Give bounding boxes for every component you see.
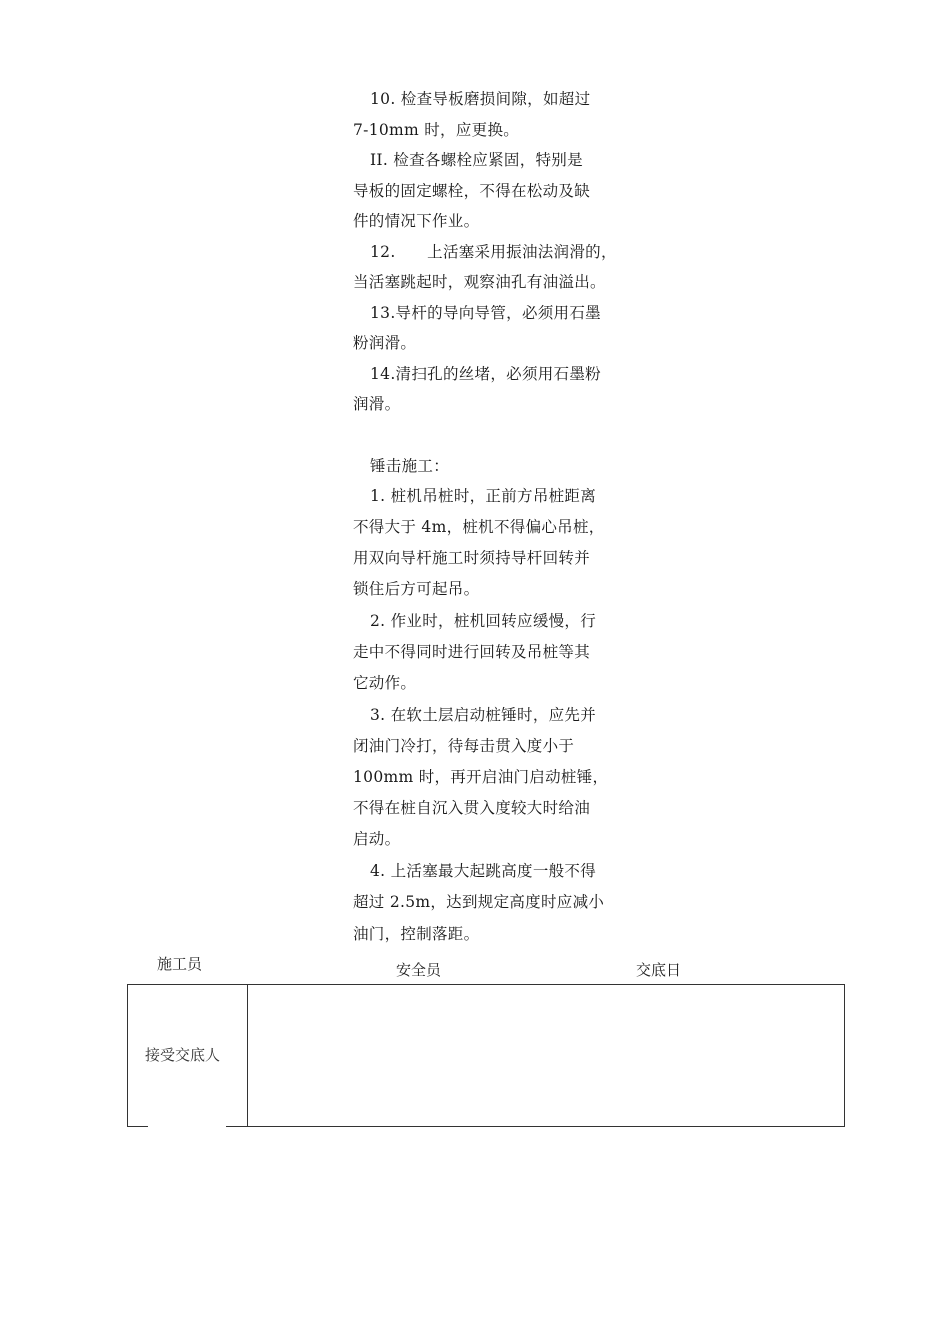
text-line: 3. 在软土层启动桩锤时，应先并 bbox=[370, 706, 597, 724]
briefing-date-label: 交底日 bbox=[636, 961, 682, 979]
text-line: 不得在桩自沉入贯入度较大时给油 bbox=[353, 799, 591, 817]
text-line: 1. 桩机吊桩时，正前方吊桩距离 bbox=[370, 487, 597, 505]
receiver-signature-field[interactable] bbox=[248, 985, 844, 1126]
border-gap bbox=[148, 1124, 226, 1128]
text-line: 当活塞跳起时，观察油孔有油溢出。 bbox=[353, 273, 606, 291]
text-line: 它动作。 bbox=[353, 674, 417, 692]
construction-worker-label: 施工员 bbox=[157, 955, 203, 973]
text-line: 7-10mm 时，应更换。 bbox=[353, 121, 520, 139]
text-line: 粉润滑。 bbox=[353, 334, 417, 352]
text-line: 润滑。 bbox=[353, 395, 401, 413]
text-line: 用双向导杆施工时须持导杆回转并 bbox=[353, 549, 591, 567]
text-line: II. 检查各螺栓应紧固，特别是 bbox=[370, 151, 583, 169]
text-line: 2. 作业时，桩机回转应缓慢，行 bbox=[370, 612, 597, 630]
text-line: 100mm 时，再开启油门启动桩锤， bbox=[353, 768, 609, 786]
text-line: 闭油门冷打，待每击贯入度小于 bbox=[353, 737, 575, 755]
text-line: 14.清扫孔的丝堵，必须用石墨粉 bbox=[370, 365, 601, 383]
text-line: 走中不得同时进行回转及吊桩等其 bbox=[353, 643, 591, 661]
text-line: 锁住后方可起吊。 bbox=[353, 580, 480, 598]
safety-officer-label: 安全员 bbox=[396, 961, 442, 979]
text-line: 10. 检查导板磨损间隙，如超过 bbox=[370, 90, 591, 108]
text-line: 不得大于 4m，桩机不得偏心吊桩， bbox=[353, 518, 605, 536]
receiver-table bbox=[127, 984, 845, 1127]
text-line: 超过 2.5m，达到规定高度时应减小 bbox=[353, 893, 605, 911]
text-line: 启动。 bbox=[353, 830, 401, 848]
section-heading: 锤击施工： bbox=[370, 457, 450, 475]
receiver-label: 接受交底人 bbox=[145, 1046, 221, 1064]
text-line: 12. 上活塞采用振油法润滑的， bbox=[370, 243, 617, 261]
text-line: 4. 上活塞最大起跳高度一般不得 bbox=[370, 862, 597, 880]
text-line: 导板的固定螺栓，不得在松动及缺 bbox=[353, 182, 591, 200]
text-line: 13.导杆的导向导管，必须用石墨 bbox=[370, 304, 601, 322]
text-line: 油门，控制落距。 bbox=[353, 925, 480, 943]
text-line: 件的情况下作业。 bbox=[353, 212, 480, 230]
